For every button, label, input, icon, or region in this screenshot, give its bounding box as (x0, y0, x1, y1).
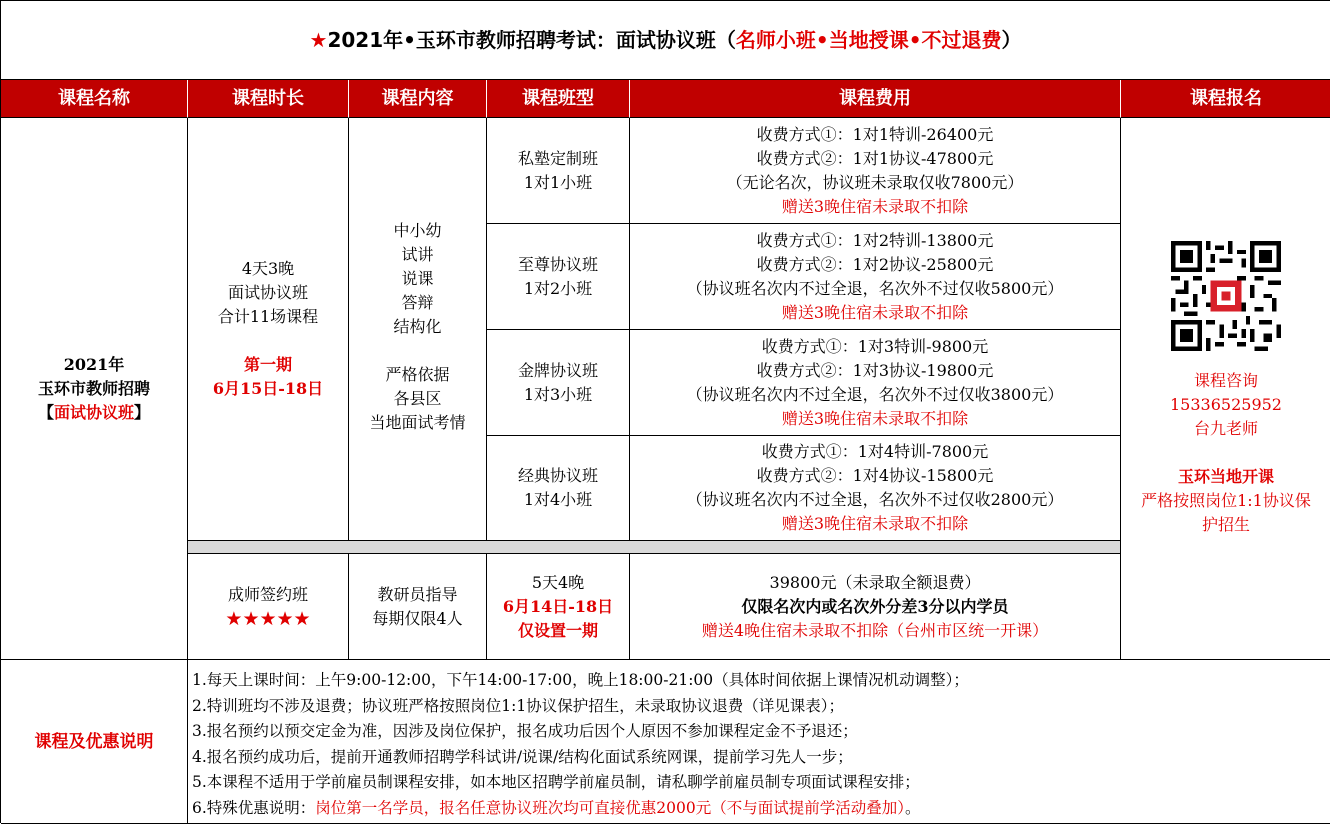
section-divider (188, 541, 1121, 554)
header-fee: 课程费用 (630, 80, 1121, 118)
title-highlight: 名师小班•当地授课•不过退费 (735, 28, 1002, 52)
course-title: 玉环市教师招聘 (37, 378, 150, 398)
notes-label: 课程及优惠说明 (34, 731, 154, 752)
header-signup: 课程报名 (1121, 80, 1330, 118)
page-title (1, 1, 1330, 80)
note-item: 2.特训班均不涉及退费；协议班严格按照岗位1:1协议保护招生，未录取协议退费（详见课表）； (192, 696, 844, 715)
content-cell: 中小幼 试讲 说课 答辩 结构化 严格依据 各县区 当地面试考情 (349, 118, 487, 541)
header-course-name: 课程名称 (1, 80, 188, 118)
special-content-cell: 教研员指导 每期仅限4人 (349, 554, 487, 660)
course-year: 2021年 (63, 354, 125, 374)
duration-cell: 4天3晚 面试协议班 合计11场课程 第一期 6月15日-18日 (188, 118, 349, 541)
notes-label-cell (1, 660, 188, 824)
signup-consult-label: 课程咨询 (1193, 370, 1258, 390)
fee-row-4: 收费方式①：1对4特训-7800元 收费方式②：1对4协议-15800元 （协议班名次内不过全退，名次外不过仅收2800元） 赠送3晚住宿未录取不扣除 (630, 436, 1121, 541)
signup-cell: 课程咨询 15336525952 台九老师 玉环当地开课 严格按照岗位1:1协议保 护招生 (1121, 118, 1330, 660)
duration-date: 6月15日-18日 (212, 379, 324, 398)
fee-row-1: 收费方式①：1对1特训-26400元 收费方式②：1对1协议-47800元 （无论名次，协议班未录取仅收7800元） 赠送3晚住宿未录取不扣除 (630, 118, 1121, 224)
class-type-row-2: 至尊协议班 1对2小班 (487, 224, 630, 330)
header-class-type: 课程班型 (487, 80, 630, 118)
special-fee-cell: 39800元（未录取全额退费） 仅限名次内或名次外分差3分以内学员 赠送4晚住宿未录取不扣除（台州市区统一开课） (630, 554, 1121, 660)
note-item: 1.每天上课时间：上午9:00-12:00，下午14:00-17:00，晚上18:00-21:00（具体时间依据上课情况机动调整）； (192, 671, 969, 689)
special-duration-cell: 5天4晚 6月14日-18日 仅设置一期 (487, 554, 630, 660)
course-highlight: 面试协议班 (53, 402, 134, 422)
notes-cell (188, 660, 1330, 824)
title-star: ★ (309, 28, 328, 52)
class-type-row-1: 私塾定制班 1对1小班 (487, 118, 630, 224)
note-item: 3.报名预约以预交定金为准，因涉及岗位保护，报名成功后因个人原因不参加课程定金不予退还； (192, 722, 858, 740)
title-close: ） (1001, 28, 1022, 52)
header-duration: 课程时长 (188, 80, 349, 118)
signup-phone[interactable]: 15336525952 (1170, 394, 1282, 414)
signup-local-label: 玉环当地开课 (1177, 466, 1274, 486)
special-name-cell: 成师签约班 ★★★★★ (188, 554, 349, 660)
header-content: 课程内容 (349, 80, 487, 118)
signup-teacher: 台九老师 (1193, 418, 1258, 438)
fee-row-2: 收费方式①：1对2特训-13800元 收费方式②：1对2协议-25800元 （协议班名次内不过全退，名次外不过仅收5800元） 赠送3晚住宿未录取不扣除 (630, 224, 1121, 330)
duration-period: 第一期 (243, 355, 292, 374)
rating-stars: ★★★★★ (225, 607, 311, 630)
fee-row-3: 收费方式①：1对3特训-9800元 收费方式②：1对3协议-19800元 （协议班名次内不过全退，名次外不过仅收3800元） 赠送3晚住宿未录取不扣除 (630, 330, 1121, 436)
class-type-row-3: 金牌协议班 1对3小班 (487, 330, 630, 436)
qr-code-image[interactable] (1171, 241, 1281, 351)
note-item: 4.报名预约成功后，提前开通教师招聘学科试讲/说课/结构化面试系统网课，提前学习先人一步； (192, 747, 853, 766)
note-item: 6.特殊优惠说明：岗位第一名学员，报名任意协议班次均可直接优惠2000元（不与面试提前学活动叠加）。 (192, 798, 921, 817)
note-item: 5.本课程不适用于学前雇员制课程安排，如本地区招聘学前雇员制，请私聊学前雇员制专项面试课程安排； (192, 773, 920, 791)
class-type-row-4: 经典协议班 1对4小班 (487, 436, 630, 541)
course-name-cell: 2021年 玉环市教师招聘 【面试协议班】 (1, 118, 188, 660)
title-main: 2021年•玉环市教师招聘考试：面试协议班（ (327, 28, 736, 52)
